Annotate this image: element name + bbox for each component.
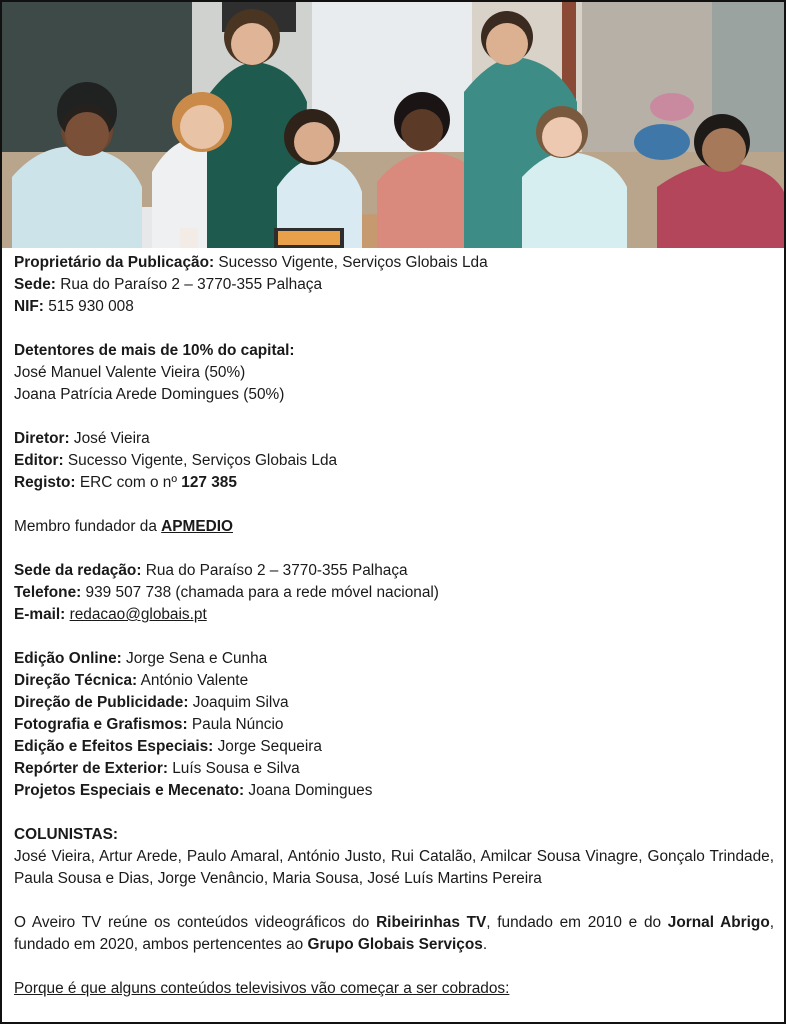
about-text-3: , fundado em 2020, ambos pertencentes ao [14,914,774,953]
hq-label: Sede: [14,276,56,293]
columnists-heading-text: COLUNISTAS: [14,826,119,843]
editor-value: Sucesso Vigente, Serviços Globais Lda [63,452,338,469]
staff-line [14,736,774,758]
newsroom-hq-value: Rua do Paraíso 2 – 3770-355 Palhaça [141,562,408,579]
newsroom-hq-line [14,560,774,582]
capital-holder: Joana Patrícia Arede Domingues (50%) [14,386,285,403]
staff-label: Fotografia e Grafismos: [14,716,188,733]
email-label: E-mail: [14,606,66,623]
about-bold-1: Ribeirinhas TV [376,914,487,931]
staff-line [14,692,774,714]
hq-line [14,274,774,296]
staff-line [14,758,774,780]
about-bold-2: Jornal Abrigo [667,914,770,931]
editor-label: Editor: [14,452,64,469]
about-text-4: . [482,936,488,953]
team-photo-illustration [2,2,784,248]
staff-label: Repórter de Exterior: [14,760,168,777]
phone-label: Telefone: [14,584,82,601]
paid-content-link[interactable]: Porque é que alguns conteúdos televisivos vão começar a ser cobrados: [14,980,510,997]
staff-value: Jorge Sequeira [213,738,322,755]
phone-value: 939 507 738 (chamada para a rede móvel nacional) [81,584,439,601]
director-value: José Vieira [69,430,150,447]
newsroom-hq-label: Sede da redação: [14,562,142,579]
nif-label: NIF: [14,298,44,315]
capital-heading-text: Detentores de mais de 10% do capital: [14,342,295,359]
staff-label: Direção Técnica: [14,672,138,689]
staff-value: Joaquim Silva [188,694,289,711]
about-bold-3: Grupo Globais Serviços [307,936,483,953]
staff-value: Joana Domingues [244,782,373,799]
membership-line [14,516,774,538]
staff-value: António Valente [137,672,249,689]
about-text-1: O Aveiro TV reúne os conteúdos videográficos do [14,914,377,931]
staff-label: Edição e Efeitos Especiais: [14,738,214,755]
email-link[interactable]: redacao@globais.pt [69,606,207,623]
staff-label: Direção de Publicidade: [14,694,189,711]
staff-line [14,714,774,736]
columnists-heading [14,824,774,846]
nif-value: 515 930 008 [43,298,134,315]
owner-line [14,252,774,274]
staff-label: Projetos Especiais e Mecenato: [14,782,245,799]
capital-holder: José Manuel Valente Vieira (50%) [14,364,246,381]
staff-value: Paula Núncio [187,716,284,733]
hq-value: Rua do Paraíso 2 – 3770-355 Palhaça [55,276,323,293]
registry-number: 127 385 [181,474,237,491]
staff-line [14,670,774,692]
capital-heading [14,340,774,362]
phone-line [14,582,774,604]
editor-line [14,450,774,472]
about-paragraph [14,912,774,956]
imprint-text [14,252,774,1000]
staff-line [14,648,774,670]
nif-line [14,296,774,318]
staff-line [14,780,774,802]
registry-prefix: ERC com o nº [75,474,182,491]
staff-label: Edição Online: [14,650,122,667]
registry-line [14,472,774,494]
director-line [14,428,774,450]
director-label: Diretor: [14,430,70,447]
owner-value: Sucesso Vigente, Serviços Globais Lda [214,254,488,271]
columnists-names: José Vieira, Artur Arede, Paulo Amaral, António Justo, Rui Catalão, Amilcar Sousa Vinagre, Gonçalo Trindade, Paula Sousa e Dias, Jorge Venâncio, Maria Sousa, José Luís Martins Pereira [14,848,774,887]
membership-text: Membro fundador da [14,518,162,535]
email-line [14,604,774,626]
apmedio-link[interactable]: APMEDIO [161,518,233,535]
staff-value: Jorge Sena e Cunha [121,650,268,667]
about-text-2: , fundado em 2010 e do [486,914,668,931]
owner-label: Proprietário da Publicação: [14,254,215,271]
team-photo [2,2,784,248]
staff-value: Luís Sousa e Silva [167,760,300,777]
registry-label: Registo: [14,474,76,491]
